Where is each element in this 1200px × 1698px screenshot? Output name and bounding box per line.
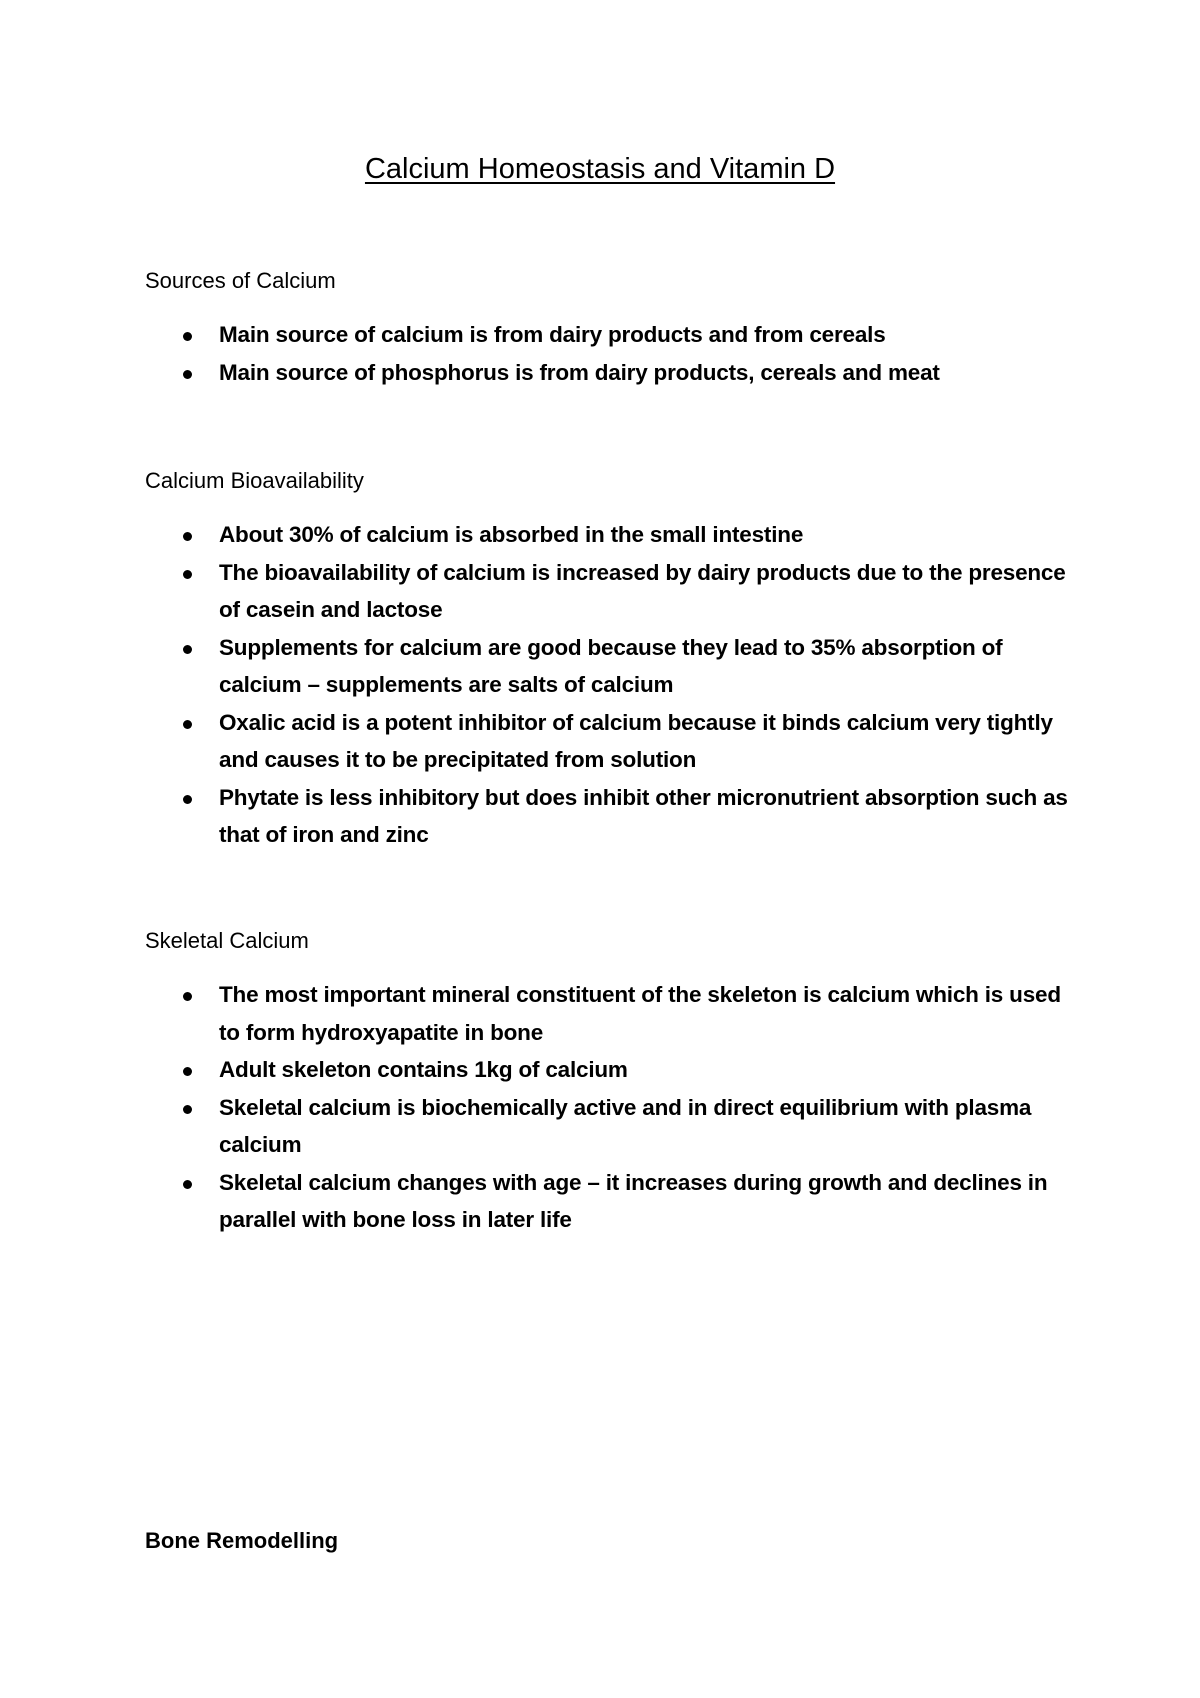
section-heading: Skeletal Calcium <box>145 928 309 953</box>
section-bone-remodelling <box>145 1526 1085 1556</box>
list-item <box>145 516 1085 554</box>
list-item <box>145 1164 1085 1239</box>
list-item <box>145 976 1085 1051</box>
list-item-text: Supplements for calcium are good because they lead to 35% absorption of calcium – supplements are salts of calcium <box>219 634 1003 697</box>
bullet-icon <box>183 332 192 341</box>
list-item <box>145 629 1085 704</box>
list-item-text: Oxalic acid is a potent inhibitor of calcium because it binds calcium very tightly and causes it to be precipitated from solution <box>219 709 1053 772</box>
bullet-list <box>145 516 1085 854</box>
section-calcium-bioavailability <box>145 466 1085 854</box>
bullet-icon <box>183 645 192 654</box>
list-item-text: The bioavailability of calcium is increased by dairy products due to the presence of casein and lactose <box>219 559 1066 622</box>
bullet-icon <box>183 1105 192 1114</box>
list-item-text: Skeletal calcium is biochemically active and in direct equilibrium with plasma calcium <box>219 1094 1032 1157</box>
bullet-icon <box>183 795 192 804</box>
list-item <box>145 354 1085 392</box>
list-item-text: Phytate is less inhibitory but does inhibit other micronutrient absorption such as that of iron and zinc <box>219 784 1068 847</box>
list-item-text: Adult skeleton contains 1kg of calcium <box>219 1057 628 1082</box>
list-item-text: Skeletal calcium changes with age – it increases during growth and declines in parallel with bone loss in later life <box>219 1169 1048 1232</box>
bullet-icon <box>183 570 192 579</box>
list-item-text: The most important mineral constituent of the skeleton is calcium which is used to form hydroxyapatite in bone <box>219 982 1061 1045</box>
list-item-text: Main source of calcium is from dairy products and from cereals <box>219 322 886 347</box>
list-item <box>145 1051 1085 1089</box>
bullet-list <box>145 976 1085 1239</box>
bullet-icon <box>183 370 192 379</box>
list-item <box>145 316 1085 354</box>
bullet-icon <box>183 992 192 1001</box>
section-heading: Sources of Calcium <box>145 268 336 293</box>
bullet-list <box>145 316 1085 391</box>
section-heading: Bone Remodelling <box>145 1528 339 1553</box>
bullet-icon <box>183 720 192 729</box>
list-item <box>145 554 1085 629</box>
list-item <box>145 779 1085 854</box>
list-item <box>145 1089 1085 1164</box>
section-skeletal-calcium <box>145 926 1085 1239</box>
page-title: Calcium Homeostasis and Vitamin D <box>364 153 836 185</box>
bullet-icon <box>183 1180 192 1189</box>
bullet-icon <box>183 532 192 541</box>
list-item <box>145 704 1085 779</box>
list-item-text: About 30% of calcium is absorbed in the small intestine <box>219 522 804 547</box>
section-heading: Calcium Bioavailability <box>145 468 364 493</box>
list-item-text: Main source of phosphorus is from dairy products, cereals and meat <box>219 359 940 385</box>
bullet-icon <box>183 1067 192 1076</box>
section-sources-of-calcium <box>145 266 1085 391</box>
